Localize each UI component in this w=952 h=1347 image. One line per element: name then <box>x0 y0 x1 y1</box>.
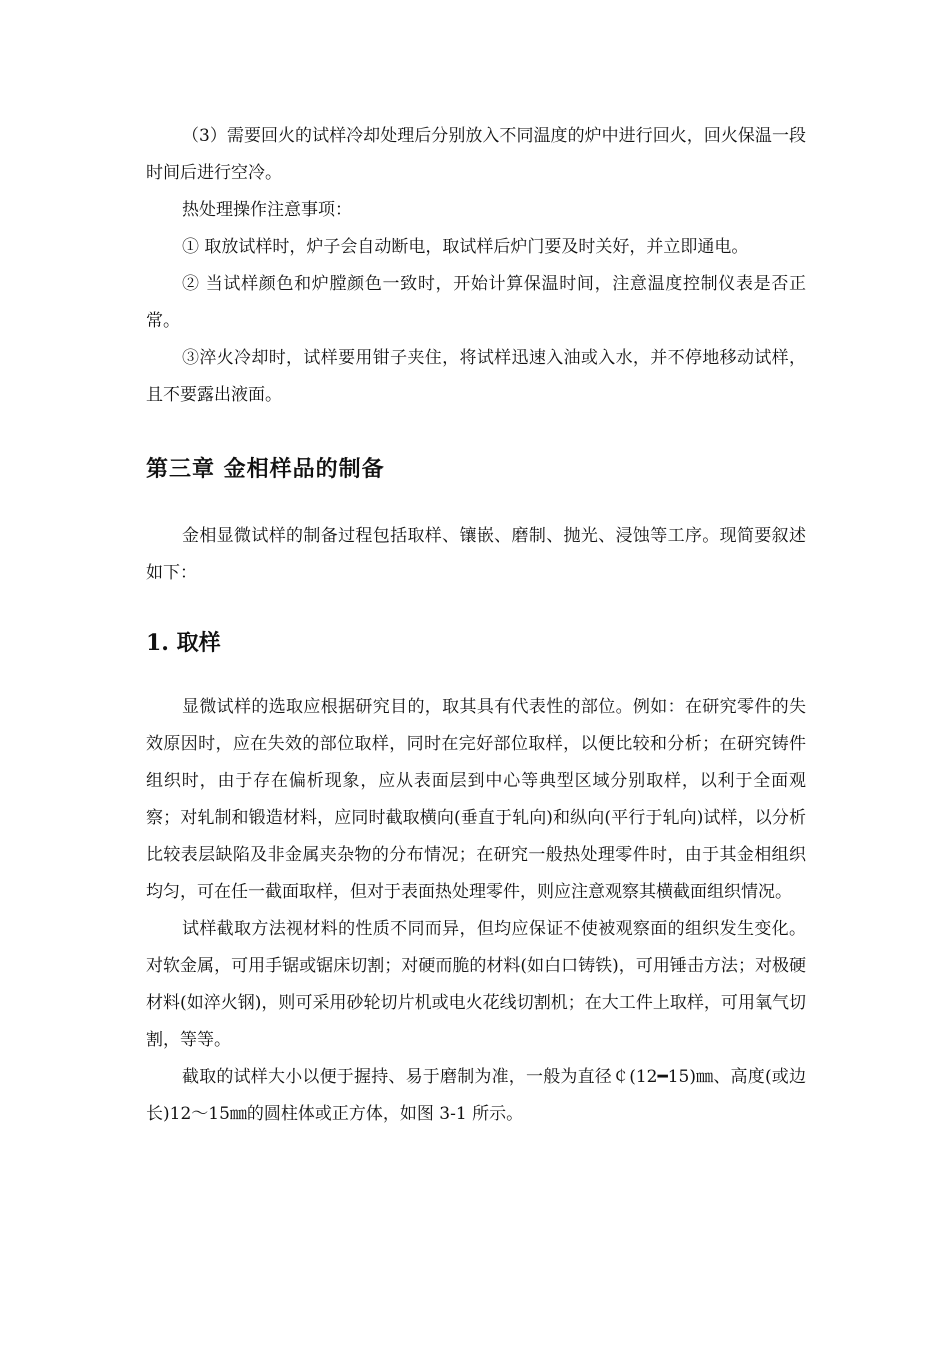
paragraph-precaution-3: ③淬火冷却时，试样要用钳子夹住，将试样迅速入油或入水，并不停地移动试样，且不要露出液面。 <box>146 348 806 405</box>
section-title-sampling: 1. 取样 <box>146 630 221 656</box>
paragraph-precautions-heading: 热处理操作注意事项： <box>182 200 352 220</box>
page-content <box>146 118 806 1133</box>
paragraph-tempering-step: （3）需要回火的试样冷却处理后分别放入不同温度的炉中进行回火，回火保温一段时间后进行空冷。 <box>146 126 806 183</box>
chapter-intro: 金相显微试样的制备过程包括取样、镶嵌、磨制、抛光、浸蚀等工序。现简要叙述如下： <box>146 526 806 583</box>
paragraph-precaution-2: ② 当试样颜色和炉膛颜色一致时，开始计算保温时间，注意温度控制仪表是否正常。 <box>146 274 806 331</box>
paragraph-precaution-1: ① 取放试样时，炉子会自动断电，取试样后炉门要及时关好，并立即通电。 <box>182 237 749 257</box>
paragraph-sampling-method: 试样截取方法视材料的性质不同而异，但均应保证不使被观察面的组织发生变化。对软金属，可用手锯或锯床切割；对硬而脆的材料(如白口铸铁)，可用锤击方法；对极硬材料(如淬火钢)，则可采用砂轮切片机或电火花线切割机；在大工件上取样，可用氧气切割，等等。 <box>146 919 806 1050</box>
chapter-title: 第三章 金相样品的制备 <box>146 457 385 482</box>
paragraph-sample-size: 截取的试样大小以便于握持、易于磨制为准，一般为直径￠(12━15)㎜、高度(或边长)12～15㎜的圆柱体或正方体，如图 3-1 所示。 <box>146 1067 806 1124</box>
paragraph-sampling-location: 显微试样的选取应根据研究目的，取其具有代表性的部位。例如：在研究零件的失效原因时，应在失效的部位取样，同时在完好部位取样，以便比较和分析；在研究铸件组织时，由于存在偏析现象，应从表面层到中心等典型区域分别取样，以利于全面观察；对轧制和锻造材料，应同时截取横向(垂直于轧向)和纵向(平行于轧向)试样，以分析比较表层缺陷及非金属夹杂物的分布情况；在研究一般热处理零件时，由于其金相组织均匀，可在任一截面取样，但对于表面热处理零件，则应注意观察其横截面组织情况。 <box>146 697 806 902</box>
